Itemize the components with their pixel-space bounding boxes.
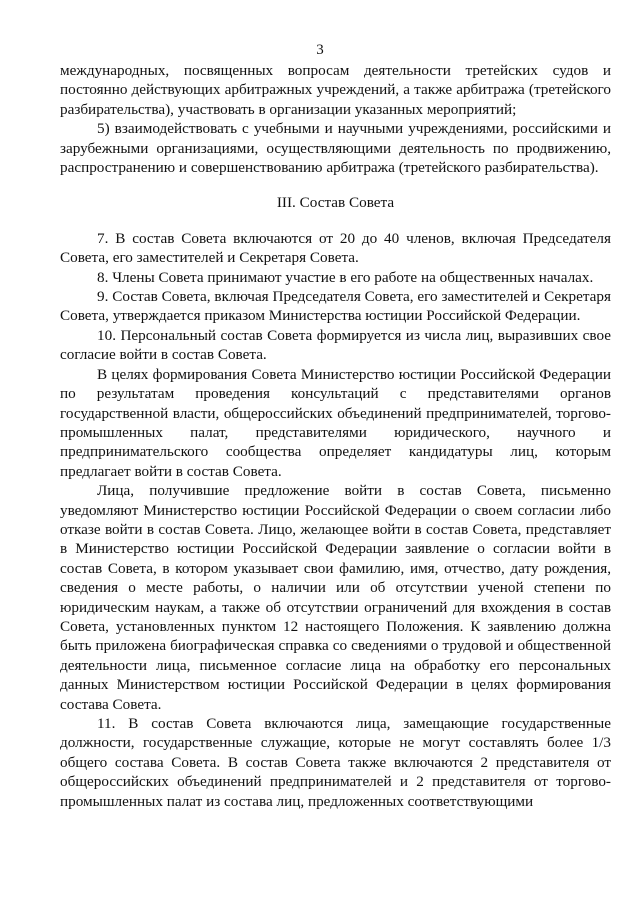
page-number: 3 [316,42,324,58]
paragraph-item-5: 5) взаимодействовать с учебными и научными учреждениями, российскими и зарубежными организациями, осуществляющими деятельность по продвижению, распространению и совершенствованию арбитража (третейского разбирательства). [60,120,611,177]
section-heading: III. Состав Совета [276,194,395,212]
paragraph-item-8: 8. Члены Совета принимают участие в его работе на общественных началах. [97,268,594,286]
paragraph-item-7: 7. В состав Совета включаются от 20 до 40 членов, включая Председателя Совета, его заместителей и Секретаря Совета. [60,229,611,267]
paragraph-formation: В целях формирования Совета Министерство юстиции Российской Федерации по результатам проведения консультаций с представителями органов государственной власти, общероссийских объединений предпринимателей, торгово-промышленных палат, представителями юридического, научного и предпринимательского сообщества определяет кандидатуры лиц, которым предлагает войти в состав Совета. [60,365,611,480]
paragraph-continuation: международных, посвященных вопросам деятельности третейских судов и постоянно действующих арбитражных учреждений, а также арбитража (третейского разбирательства), участвовать в организации указанных мероприятий; [60,62,611,118]
paragraph-item-11: 11. В состав Совета включаются лица, замещающие государственные должности, государственные служащие, которые не могут составлять более 1/3 общего состава Совета. В состав Совета также включаются 2 представителя от общероссийских объединений предпринимателей и 2 представителя от торгово-промышленных палат из состава лиц, предложенных соответствующими [60,715,611,810]
document-body [60,61,611,811]
paragraph-item-9: 9. Состав Совета, включая Председателя Совета, его заместителей и Секретаря Совета, утверждается приказом Министерства юстиции Российской Федерации. [60,288,611,325]
paragraph-applicants: Лица, получившие предложение войти в состав Совета, письменно уведомляют Министерство юстиции Российской Федерации о своем согласии либо отказе войти в состав Совета. Лицо, желающее войти в состав Совета, представляет в Министерство юстиции Российской Федерации заявление о согласии войти в состав Совета, в котором указывает свои фамилию, имя, отчество, дату рождения, сведения о месте работы, о наличии или об отсутствии ученой степени по юридическим наукам, а также об отсутствии ограничений для вхождения в состав Совета, установленных пунктом 12 настоящего Положения. К заявлению должна быть приложена биографическая справка со сведениями о трудовой и общественной деятельности лица, письменное согласие лица на обработку его персональных данных Министерством юстиции Российской Федерации в целях формирования состава Совета. [60,482,611,713]
paragraph-item-10: 10. Персональный состав Совета формируется из числа лиц, выразивших свое согласие войти в состав Совета. [60,326,611,364]
